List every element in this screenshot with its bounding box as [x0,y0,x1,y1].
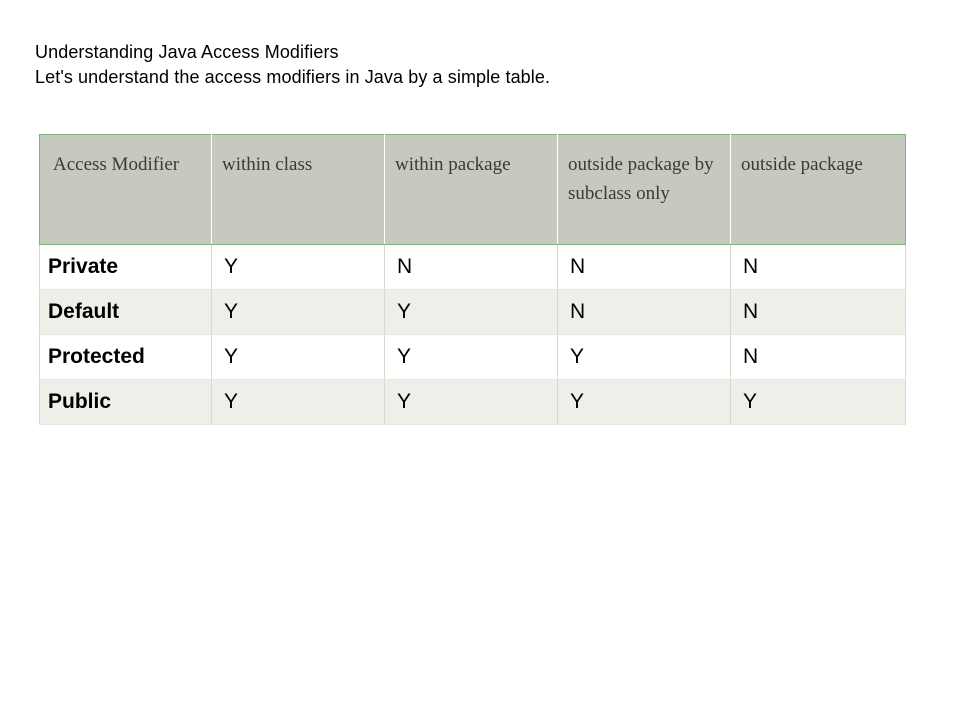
table-row [40,290,906,335]
table-row [40,335,906,380]
column-header-within-class: within class [212,135,385,245]
table-header [40,135,906,245]
table-cell: Y [385,335,558,380]
table-cell: Y [558,335,731,380]
table-row [40,380,906,425]
table-body [40,245,906,425]
table-cell: N [558,290,731,335]
column-header-outside-package: outside package [731,135,906,245]
slide-heading [35,40,550,90]
column-header-outside-package-subclass: outside package by subclass only [558,135,731,245]
table-cell: Y [212,290,385,335]
row-label-public: Public [40,380,212,425]
table-cell: Y [385,290,558,335]
page-subtitle: Let's understand the access modifiers in Java by a simple table. [35,67,551,87]
page-title: Understanding Java Access Modifiers [35,42,339,62]
table-cell: Y [731,380,906,425]
table-cell: N [385,245,558,290]
table-cell: Y [212,335,385,380]
row-label-protected: Protected [40,335,212,380]
header-row [40,135,906,245]
table-cell: Y [385,380,558,425]
table-cell: Y [212,245,385,290]
column-header-within-package: within package [385,135,558,245]
table-cell: N [558,245,731,290]
access-modifier-table [39,134,906,425]
column-header-access-modifier: Access Modifier [40,135,212,245]
table-cell: Y [558,380,731,425]
table-cell: Y [212,380,385,425]
table-row [40,245,906,290]
table-cell: N [731,245,906,290]
row-label-private: Private [40,245,212,290]
table-cell: N [731,290,906,335]
row-label-default: Default [40,290,212,335]
table-cell: N [731,335,906,380]
